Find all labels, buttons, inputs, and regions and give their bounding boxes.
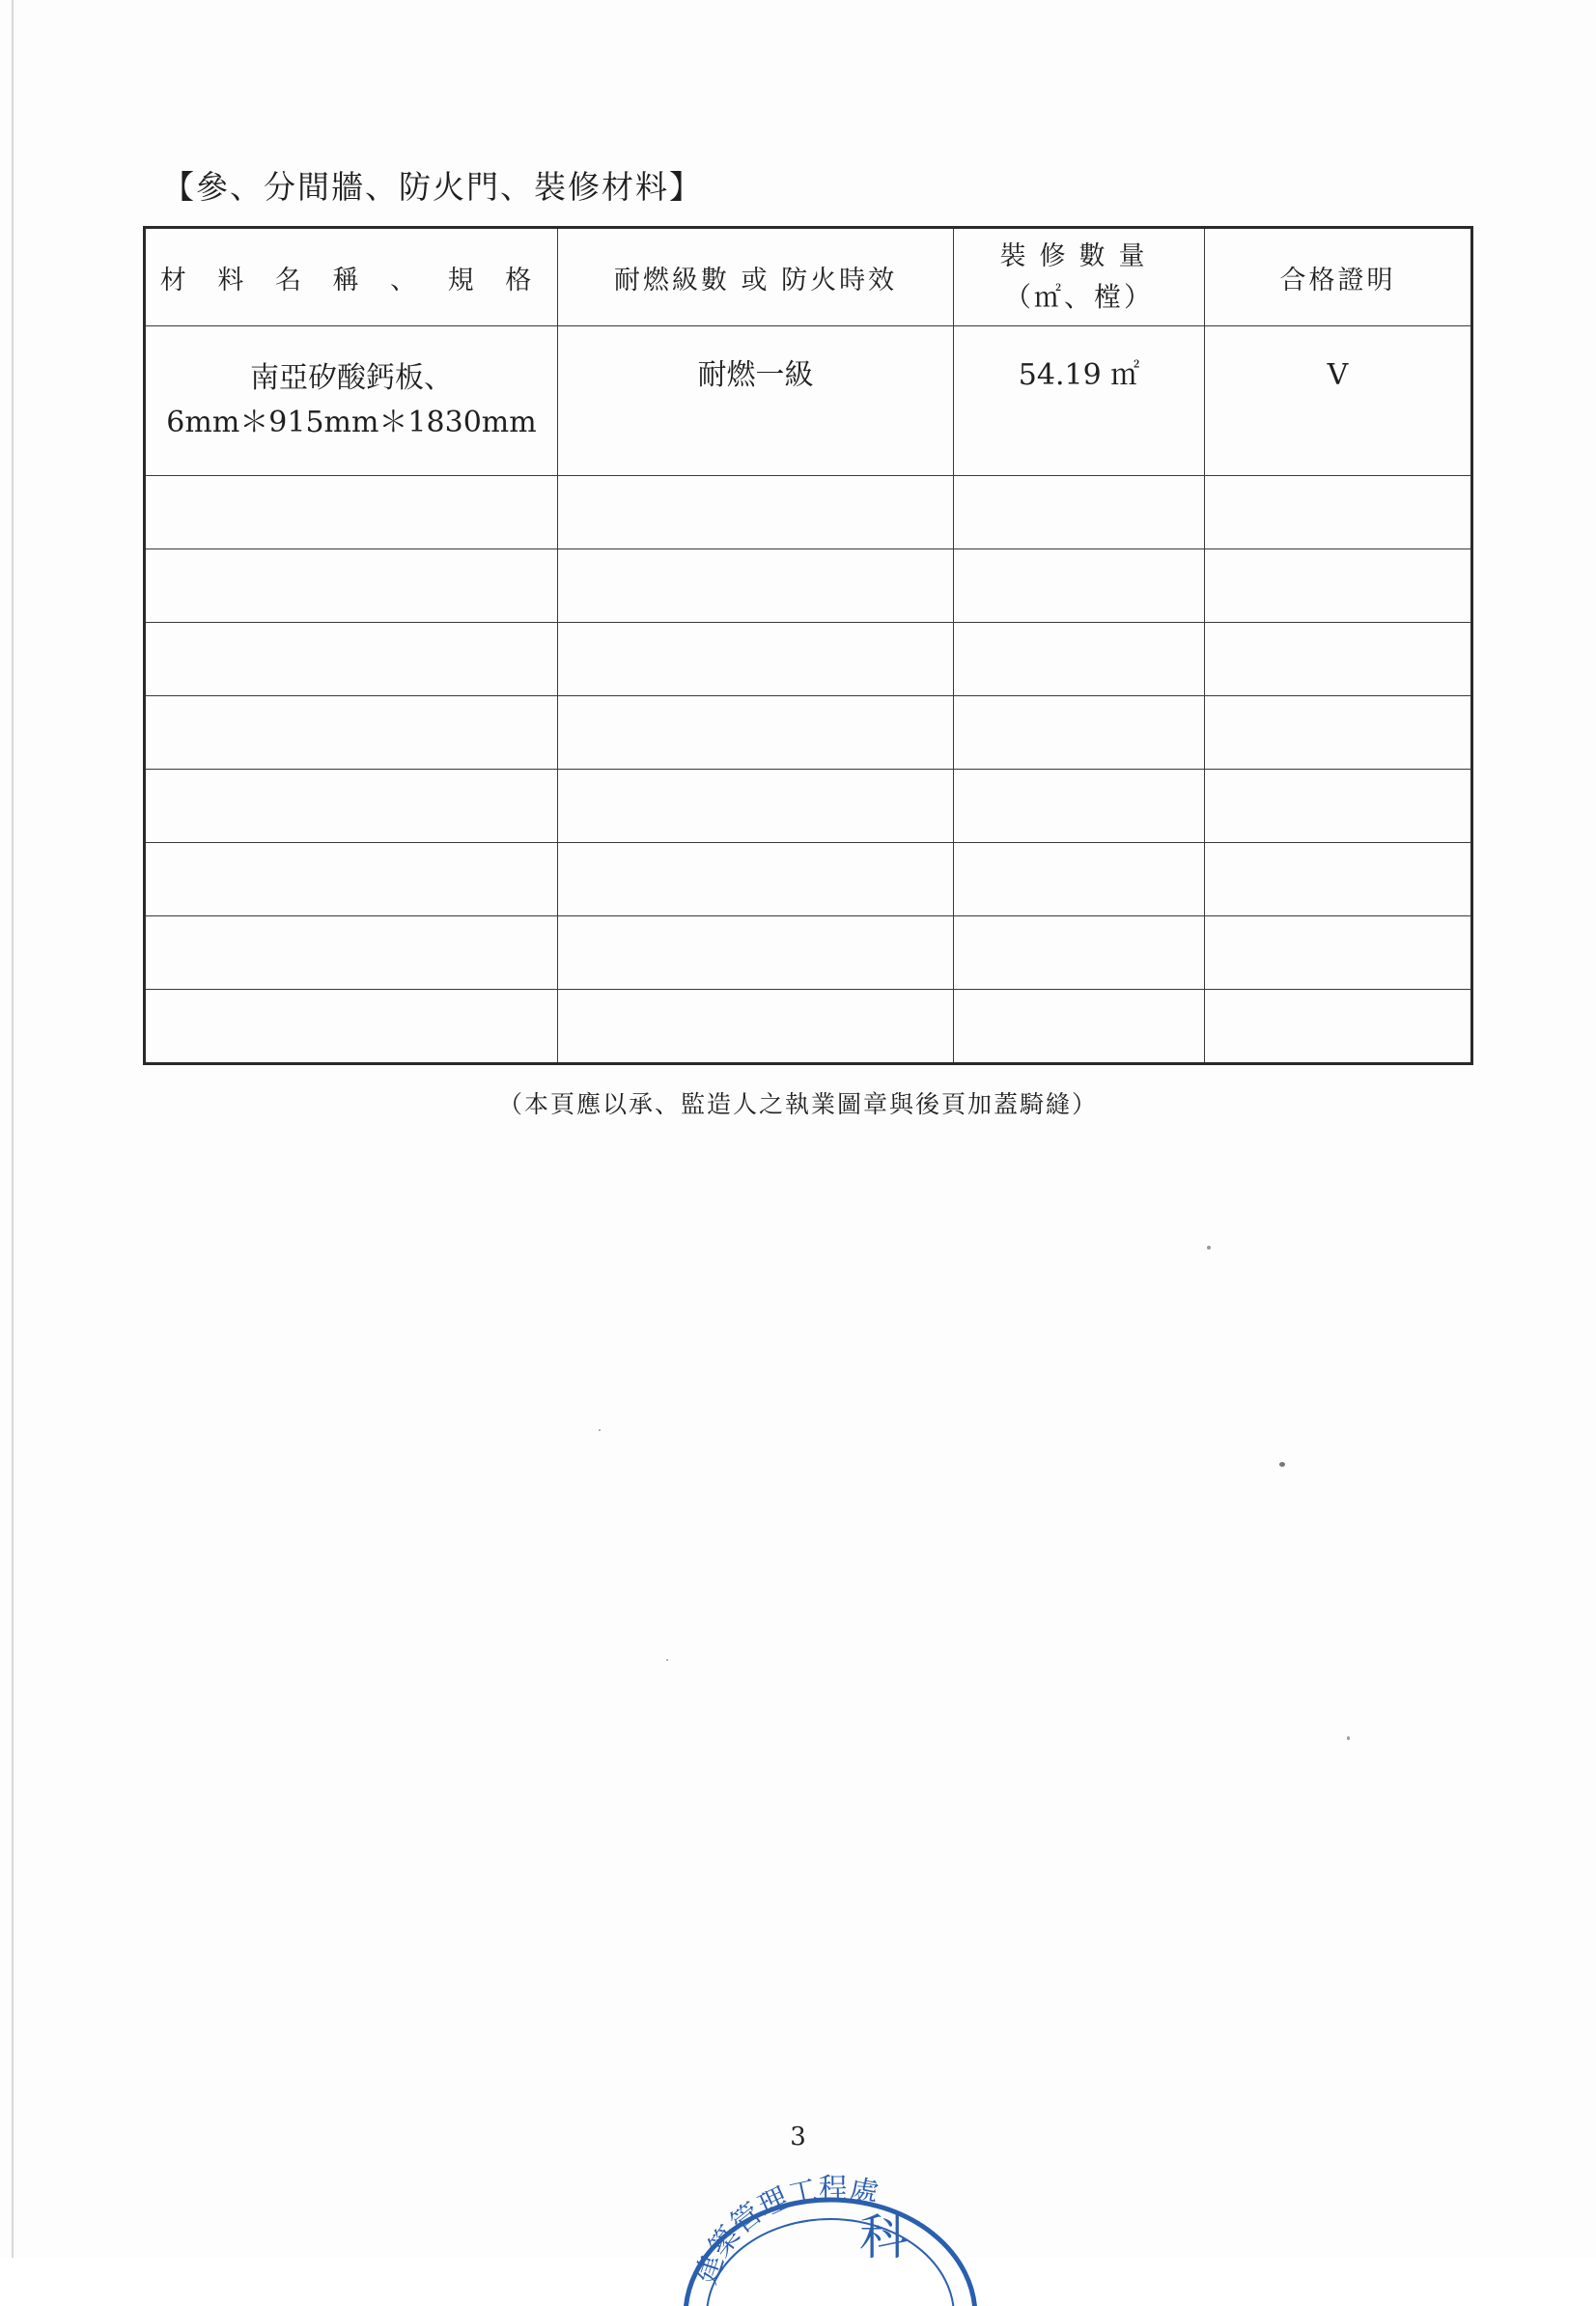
empty-cell [145, 476, 558, 549]
empty-cell [558, 990, 954, 1064]
empty-cell [558, 549, 954, 623]
scan-speck [1347, 1736, 1350, 1740]
cell-quantity: 54.19 ㎡ [954, 326, 1205, 476]
empty-cell [1205, 770, 1472, 843]
table-row-empty [145, 916, 1472, 990]
empty-cell [558, 843, 954, 916]
empty-cell [145, 843, 558, 916]
empty-cell [954, 476, 1205, 549]
table-row [145, 326, 1472, 476]
empty-cell [954, 549, 1205, 623]
table-row-empty [145, 549, 1472, 623]
empty-cell [1205, 843, 1472, 916]
table-row-empty [145, 476, 1472, 549]
table-row-empty [145, 843, 1472, 916]
empty-cell [558, 476, 954, 549]
stamp-instruction-note: （本頁應以承、監造人之執業圖章與後頁加蓋騎縫） [497, 1090, 1098, 1118]
header-name-spec: 材 料 名 稱 、 規 格 [145, 228, 558, 326]
empty-cell [1205, 549, 1472, 623]
empty-cell [1205, 696, 1472, 770]
empty-cell [558, 696, 954, 770]
empty-cell [145, 549, 558, 623]
header-fire-rating: 耐燃級數 或 防火時效 [558, 228, 954, 326]
empty-cell [145, 770, 558, 843]
empty-cell [954, 990, 1205, 1064]
empty-cell [145, 916, 558, 990]
materials-table [143, 226, 1473, 1065]
empty-cell [954, 843, 1205, 916]
table-row-empty [145, 696, 1472, 770]
material-name-line1: 南亞矽酸鈣板、 [250, 361, 453, 395]
table-header-row [145, 228, 1472, 326]
empty-cell [558, 623, 954, 696]
header-certificate: 合格證明 [1205, 228, 1472, 326]
empty-cell [1205, 476, 1472, 549]
empty-cell [145, 623, 558, 696]
empty-cell [558, 770, 954, 843]
empty-cell [145, 990, 558, 1064]
header-quantity-label: 裝修數量 [999, 241, 1159, 271]
scan-speck [1279, 1462, 1285, 1467]
empty-cell [145, 696, 558, 770]
material-name-line2: 6mm＊915mm＊1830mm [166, 406, 537, 439]
cell-fire-rating: 耐燃一級 [558, 326, 954, 476]
empty-cell [1205, 623, 1472, 696]
empty-cell [954, 623, 1205, 696]
header-quantity-unit: （㎡、樘） [1003, 281, 1154, 313]
table-row-empty [145, 990, 1472, 1064]
official-seal [676, 2171, 985, 2289]
scan-speck [1207, 1246, 1211, 1250]
table-row-empty [145, 623, 1472, 696]
empty-cell [954, 916, 1205, 990]
empty-cell [1205, 990, 1472, 1064]
section-title: 【參、分間牆、防火門、裝修材料】 [162, 168, 703, 206]
header-quantity [954, 228, 1205, 326]
seal-graphic [676, 2171, 985, 2306]
cell-material-name [145, 326, 558, 476]
empty-cell [954, 696, 1205, 770]
scan-edge [12, 0, 14, 2258]
cell-certificate-check: V [1205, 326, 1472, 476]
table-row-empty [145, 770, 1472, 843]
scan-speck [666, 1659, 668, 1661]
empty-cell [954, 770, 1205, 843]
scan-speck [599, 1429, 601, 1431]
empty-cell [1205, 916, 1472, 990]
seal-text: 建築管理工程處 [689, 2172, 882, 2289]
empty-cell [558, 916, 954, 990]
page-number: 3 [790, 2123, 806, 2151]
seal-partial-char: 科 [859, 2209, 908, 2265]
